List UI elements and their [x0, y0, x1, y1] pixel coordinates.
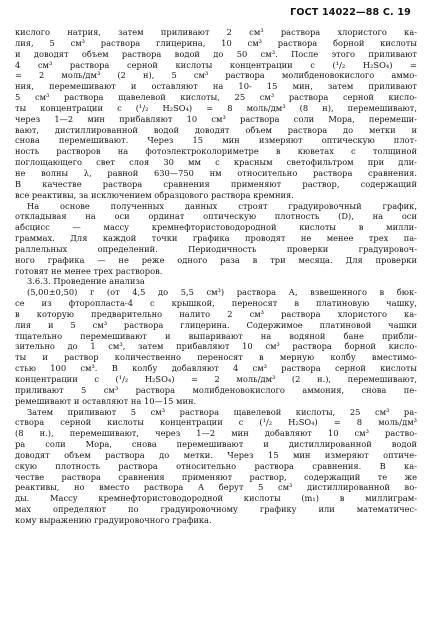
text-line: не волны λ, равной 630—750 нм относительно раствора сравнения.: [15, 167, 417, 178]
text-line: через 1—2 мин прибавляют 10 см³ раствора соли Мора, перемеши-: [15, 113, 417, 124]
text-line: доводят объем раствора до метки. Через 15 мин измеряют оптиче-: [15, 449, 417, 460]
text-line: готовят не менее трех растворов.: [15, 265, 163, 276]
paragraph: [15, 287, 417, 406]
text-line: 4 см³ раствора серной кислоты концентрации с (¹/₂ H₂SO₄) =: [15, 59, 417, 70]
text-line: в которую предварительно налито 2 см³ раствора хлористого ка-: [15, 308, 417, 319]
text-line: зительно до 1 см³, затем прибавляют 10 см³ раствора борной кисло-: [15, 341, 417, 352]
text-line: ность растворов на фотоэлектроколориметре в кюветах с толщиной: [15, 146, 417, 157]
text-line: вают, дистиллированной водой доводят объем раствора до метки и: [15, 124, 417, 135]
text-line: В качестве раствора сравнения применяют раствор, содержащий: [15, 178, 417, 189]
text-line: ды. Массу кремнефтористоводородной кислоты (m₁) в миллиграм-: [15, 493, 417, 504]
text-line: кому выражению градуировочного графика.: [15, 514, 212, 525]
text-line: Затем приливают 5 см³ раствора щавелевой кислоты, 25 см³ ра-: [27, 406, 417, 417]
document-body: [15, 27, 417, 526]
text-line: (5,00±0,50) г (от 4,5 до 5,5 см³) раствора А, взвешенного в бюк-: [27, 287, 417, 298]
text-line: 3.6.3. Проведение анализа: [27, 276, 145, 287]
text-line: ремешивают и оставляют на 10—15 мин.: [15, 395, 197, 406]
text-line: поглощающего свет слоя 30 мм с красным светофильтром при дли-: [15, 157, 417, 168]
text-line: абсцисс — массу кремнефтористоводородной кислоты в милли-: [15, 222, 417, 233]
text-line: тщательно перемешивают и выпаривают на водяной бане прибли-: [15, 330, 417, 341]
text-line: ты и раствор количественно переносят в мерную колбу вместимо-: [15, 352, 417, 363]
text-line: скую плотность раствора относительно раствора сравнения. В ка-: [15, 460, 417, 471]
text-line: се из фторопласта-4 с крышкой, переносят в платиновую чашку,: [15, 298, 417, 309]
text-line: кислого натрия, затем приливают 2 см³ раствора хлористого ка-: [15, 27, 417, 37]
text-line: ты концентрации с (¹/₂ H₂SO₄) = 8 моль/дм³ (8 н), перемешивают,: [15, 102, 417, 113]
text-line: реактивы, но вместо раствора А берут 5 см³ дистиллированной во-: [15, 482, 417, 493]
text-line: (8 н.), перемешивают, через 1—2 мин добавляют 10 см³ раство-: [15, 428, 417, 439]
text-line: = 2 моль/дм³ (2 н), 5 см³ раствора молибденовокислого аммо-: [15, 70, 417, 81]
text-line: На основе полученных данных строят градуировочный график,: [27, 200, 417, 211]
text-line: снова перемешивают. Через 15 мин измеряют оптическую плот-: [15, 135, 417, 146]
text-line: створа серной кислоты концентрации с (¹/₂ H₂SO₄) = 8 моль/дм³: [15, 417, 417, 428]
text-line: и доводят объем раствора водой до 50 см³. После этого приливают: [15, 48, 417, 59]
text-line: ра соли Мора, снова перемешивают и дистиллированной водой: [15, 439, 417, 450]
text-line: честве раствора сравнения применяют раствор, содержащий те же: [15, 471, 417, 482]
text-line: ного графика — не реже одного раза в три месяца. Для проверки: [15, 254, 417, 265]
paragraph: [15, 27, 417, 201]
text-line: концентрации с (¹/₂ H₂SO₄) = 2 моль/дм³ (2 н.), перемешивают,: [15, 374, 417, 384]
section-heading: [15, 276, 417, 287]
text-line: стью 100 см³. В колбу добавляют 4 см³ раствора серной кислоты: [15, 363, 417, 374]
text-line: раллельных определений. Периодичность проверки градуировоч-: [15, 243, 417, 254]
text-line: ния, перемешивают и оставляют на 10- 15 мин, затем приливают: [15, 81, 417, 92]
text-line: мах определяют по градуировочному графику или математичес-: [15, 504, 417, 515]
text-line: 5 см³ раствора щавелевой кислоты, 25 см³ раствора серной кисло-: [15, 92, 417, 103]
paragraph: [15, 407, 417, 526]
text-line: граммах. Для каждой точки графика проводят не менее трех па-: [15, 233, 417, 244]
text-line: все реактивы, за исключением образцового раствора кремния.: [15, 189, 294, 200]
text-line: приливают 5 см³ раствора молибденовокислого аммония, снова пе-: [15, 384, 417, 395]
paragraph: [15, 201, 417, 277]
text-line: лия и 5 см³ раствора глицерина. Содержимое платиновой чашки: [15, 319, 417, 330]
page-header: ГОСТ 14022—88 С. 19: [290, 7, 411, 18]
text-line: откладывая на оси ординат оптическую плотность (D), на оси: [15, 211, 417, 222]
text-line: лия, 5 см³ раствора глицерина, 10 см³ раствора борной кислоты: [15, 37, 417, 48]
